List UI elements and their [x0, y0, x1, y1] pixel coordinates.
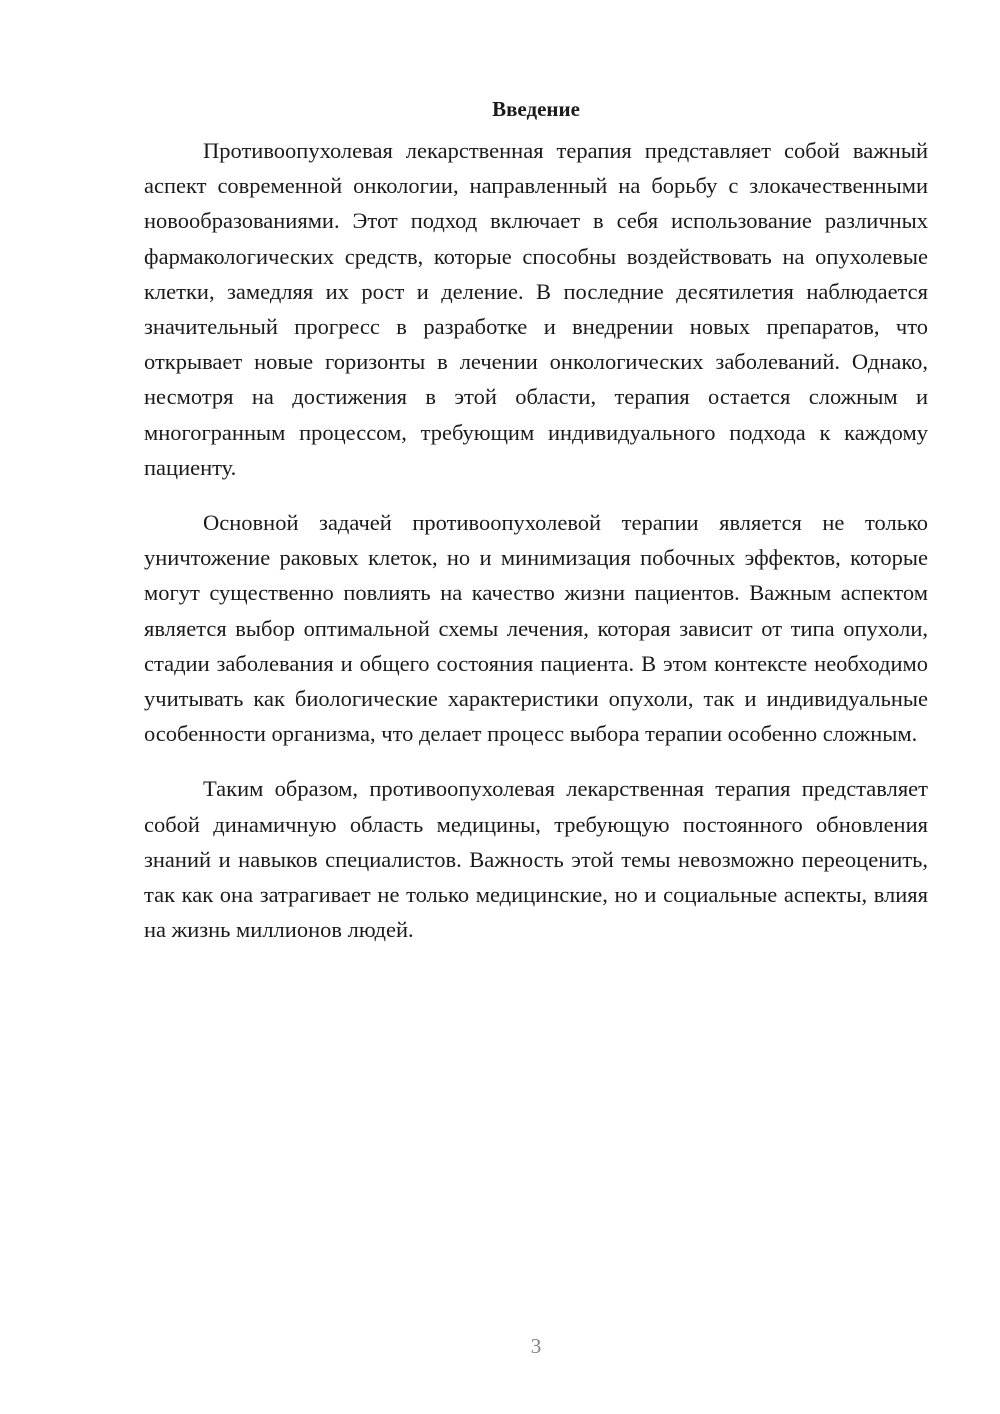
page-number: 3: [530, 1334, 542, 1358]
paragraph-2: Основной задачей противоопухолевой терапии является не только уничтожение раковых клеток, но и минимизация побочных эффектов, которые могут существенно повлиять на качество жизни пациентов. Важным аспектом является выбор оптимальной схемы лечения, которая зависит от типа опухоли, стадии заболевания и общего состояния пациента. В этом контексте необходимо учитывать как биологические характеристики опухоли, так и индивидуальные особенности организма, что делает процесс выбора терапии особенно сложным.: [144, 510, 928, 747]
page-content: [144, 92, 928, 967]
paragraph-3: Таким образом, противоопухолевая лекарственная терапия представляет собой динамичную область медицины, требующую постоянного обновления знаний и навыков специалистов. Важность этой темы невозможно переоценить, так как она затрагивает не только медицинские, но и социальные аспекты, влияя на жизнь миллионов людей.: [144, 776, 928, 943]
section-heading: Введение: [492, 97, 580, 121]
paragraph-1: Противоопухолевая лекарственная терапия представляет собой важный аспект современной онкологии, направленный на борьбу с злокачественными новообразованиями. Этот подход включает в себя использование различных фармакологических средств, которые способны воздействовать на опухолевые клетки, замедляя их рост и деление. В последние десятилетия наблюдается значительный прогресс в разработке и внедрении новых препаратов, что открывает новые горизонты в лечении онкологических заболеваний. Однако, несмотря на достижения в этой области, терапия остается сложным и многогранным процессом, требующим индивидуального подхода к каждому пациенту.: [144, 138, 928, 480]
